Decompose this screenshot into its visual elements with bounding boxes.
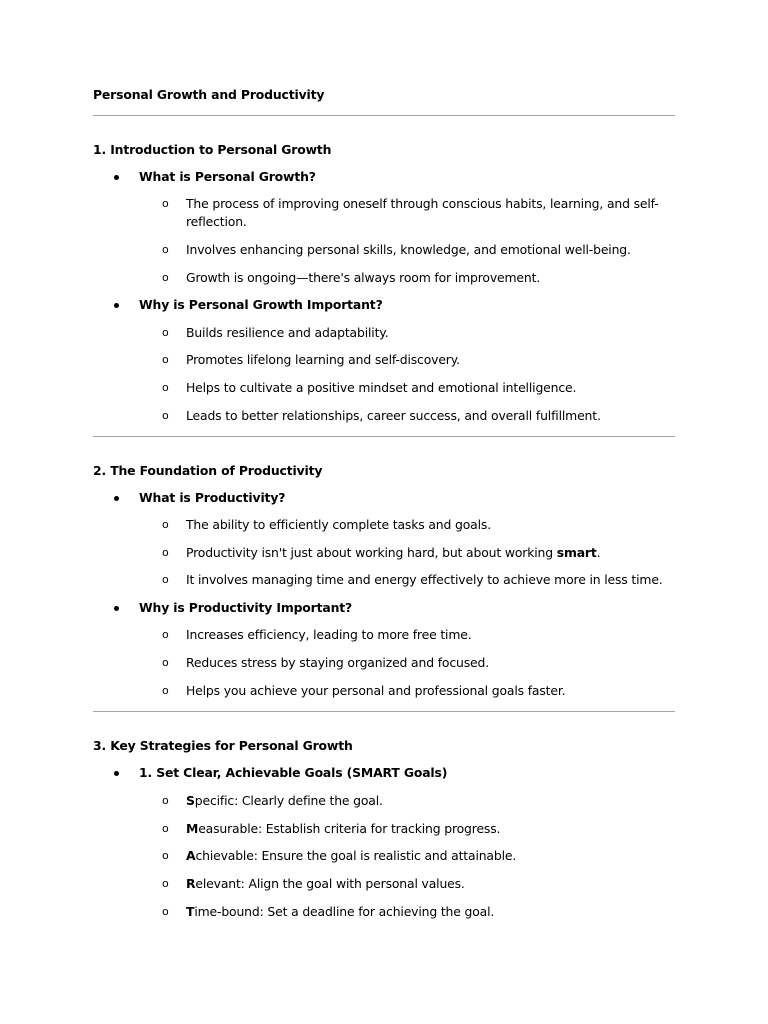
sub-bullet-marker: o (162, 628, 169, 641)
bullet-dot (114, 303, 119, 308)
divider (93, 436, 675, 437)
sub-bullet-marker: o (162, 518, 169, 531)
divider (93, 115, 675, 116)
list-item-text: elevant: Align the goal with personal values. (195, 876, 465, 891)
smart-letter: R (186, 876, 196, 891)
list-item: Involves enhancing personal skills, knowledge, and emotional well-being. (186, 242, 631, 257)
section-heading-2: 2. The Foundation of Productivity (93, 463, 323, 478)
list-item: Promotes lifelong learning and self-discovery. (186, 352, 460, 367)
group-label: Why is Personal Growth Important? (139, 297, 383, 312)
smart-letter: A (186, 848, 196, 863)
list-item-text: pecific: Clearly define the goal. (194, 793, 383, 808)
document-title: Personal Growth and Productivity (93, 87, 325, 102)
list-item-continuation: reflection. (186, 214, 247, 229)
group-label: What is Personal Growth? (139, 169, 316, 184)
list-item-text: ime-bound: Set a deadline for achieving the goal. (194, 904, 495, 919)
list-item (186, 544, 600, 562)
sub-bullet-marker: o (162, 409, 169, 422)
sub-bullet-marker: o (162, 849, 169, 862)
section-heading-1: 1. Introduction to Personal Growth (93, 142, 332, 157)
sub-bullet-marker: o (162, 326, 169, 339)
sub-bullet-marker: o (162, 822, 169, 835)
sub-bullet-marker: o (162, 243, 169, 256)
bullet-dot (114, 496, 119, 501)
smart-letter: T (186, 904, 195, 919)
sub-bullet-marker: o (162, 656, 169, 669)
sub-bullet-marker: o (162, 684, 169, 697)
sub-bullet-marker: o (162, 905, 169, 918)
list-item: Increases efficiency, leading to more free time. (186, 627, 472, 642)
smart-letter: M (186, 821, 199, 836)
bullet-dot (114, 606, 119, 611)
list-item-text: easurable: Establish criteria for tracking progress. (198, 821, 501, 836)
list-item-text: Productivity isn't just about working hard, but about working (186, 545, 557, 560)
emphasis-text: smart (556, 545, 597, 560)
bullet-dot (114, 175, 119, 180)
sub-bullet-marker: o (162, 197, 169, 210)
sub-bullet-marker: o (162, 546, 169, 559)
list-item: Helps to cultivate a positive mindset and emotional intelligence. (186, 380, 577, 395)
divider (93, 711, 675, 712)
bullet-dot (114, 771, 119, 776)
list-item: Reduces stress by staying organized and focused. (186, 655, 489, 670)
list-item: The ability to efficiently complete tasks and goals. (186, 517, 491, 532)
list-item (186, 875, 465, 893)
sub-bullet-marker: o (162, 381, 169, 394)
section-heading-3: 3. Key Strategies for Personal Growth (93, 738, 353, 753)
list-item (186, 820, 500, 838)
list-item-text: . (596, 545, 601, 560)
smart-letter: S (186, 793, 195, 808)
sub-bullet-marker: o (162, 271, 169, 284)
list-item-text: chievable: Ensure the goal is realistic and attainable. (195, 848, 517, 863)
list-item: It involves managing time and energy effectively to achieve more in less time. (186, 572, 663, 587)
list-item: Growth is ongoing—there's always room for improvement. (186, 270, 541, 285)
list-item (186, 903, 494, 921)
list-item: Builds resilience and adaptability. (186, 325, 389, 340)
sub-bullet-marker: o (162, 573, 169, 586)
group-label: 1. Set Clear, Achievable Goals (SMART Goals) (139, 765, 448, 780)
sub-bullet-marker: o (162, 353, 169, 366)
list-item: Helps you achieve your personal and professional goals faster. (186, 683, 566, 698)
sub-bullet-marker: o (162, 794, 169, 807)
list-item: The process of improving oneself through conscious habits, learning, and self- (186, 196, 659, 211)
list-item (186, 792, 383, 810)
group-label: What is Productivity? (139, 490, 286, 505)
list-item (186, 847, 516, 865)
sub-bullet-marker: o (162, 877, 169, 890)
list-item: Leads to better relationships, career success, and overall fulfillment. (186, 408, 601, 423)
group-label: Why is Productivity Important? (139, 600, 353, 615)
